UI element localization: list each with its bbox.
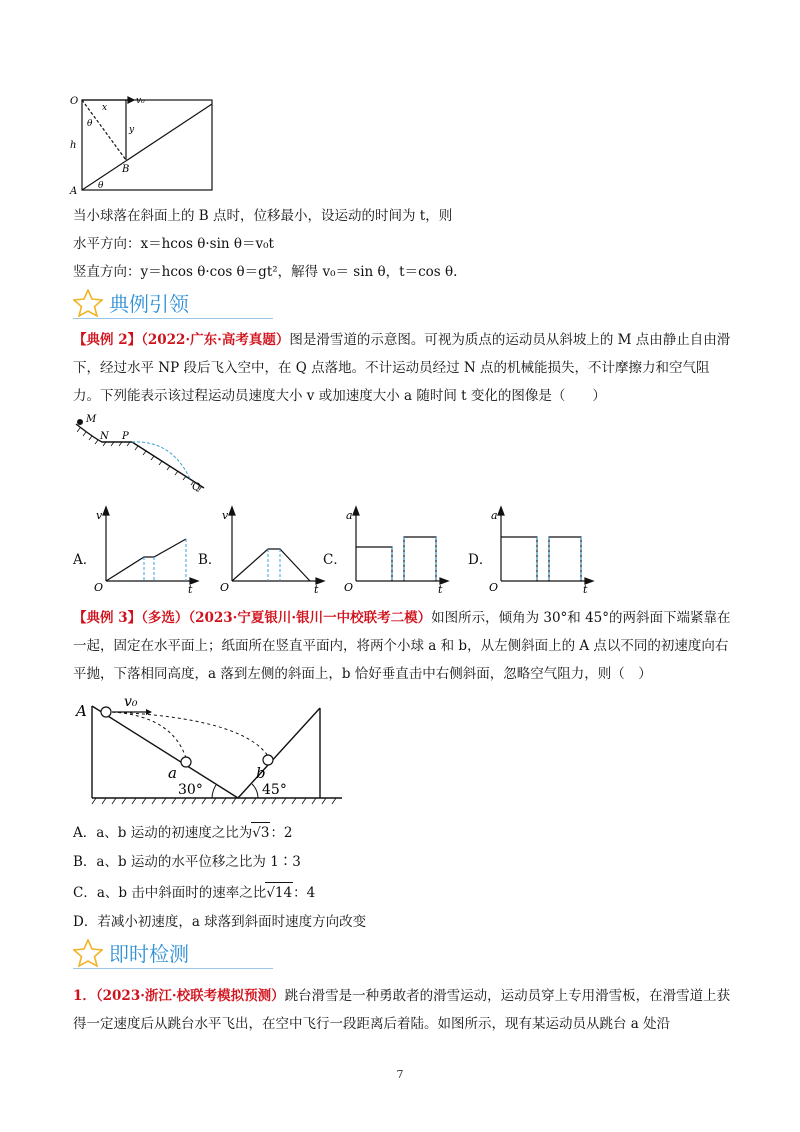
choice-c[interactable]: C．a、b 击中斜面时的速率之比√14：4	[73, 882, 315, 903]
choice-d[interactable]: D．若减小初速度，a 球落到斜面时速度方向改变	[73, 914, 367, 930]
example-body: 图是滑雪道的示意图。可视为质点的运动员从斜坡上的 M 点由静止自由滑下，经过水平 NP 段后飞入空中，在 Q 点落地。不计运动员经过 N 点的机械能损失，不计摩擦力和空气阻力。下列能表示该过程运动员速度大小 v 或加速度大小 a 随时间 t 变化的图像是（ ）	[73, 332, 731, 404]
svg-text:t: t	[314, 583, 319, 593]
problem-body: 跳台滑雪是一种勇敢者的滑雪运动，运动员穿上专用滑雪板，在滑雪道上获得一定速度后从跳台水平飞出，在空中飞行一段距离后着陆。如图所示，现有某运动员从跳台 a 处沿	[73, 988, 731, 1032]
option-b-label[interactable]: B．	[198, 552, 222, 568]
svg-text:t: t	[438, 583, 443, 593]
svg-text:A: A	[76, 702, 87, 720]
option-c-graph	[342, 505, 452, 593]
svg-text:O: O	[70, 96, 79, 107]
svg-text:t: t	[583, 583, 588, 593]
problem-1-text	[73, 982, 733, 1038]
svg-text:Q: Q	[192, 482, 201, 493]
svg-text:P: P	[122, 431, 129, 442]
svg-text:O: O	[94, 581, 104, 593]
choice-a[interactable]: A．a、b 运动的初速度之比为√3：2	[73, 822, 293, 843]
heading-divider	[73, 318, 273, 319]
example-body: 如图所示，倾角为 30°和 45°的两斜面下端紧靠在一起，固定在水平面上；纸面所在竖直平面内，将两个小球 a 和 b，从左侧斜面上的 A 点以不同的初速度向右平抛，下落相同高度，a 落到左侧的斜面上，b 恰好垂直击中右侧斜面，忽略空气阻力，则（ ）	[73, 610, 731, 682]
svg-text:O: O	[220, 581, 230, 593]
problem-tag: 1．（2023·浙江·校联考模拟预测）	[73, 988, 285, 1004]
option-b-graph	[218, 505, 328, 593]
heading-divider	[73, 968, 273, 969]
choice-b[interactable]: B．a、b 运动的水平位移之比为 1∶3	[73, 854, 301, 870]
svg-text:a: a	[346, 509, 353, 522]
example-3-text	[73, 604, 733, 688]
svg-text:y: y	[129, 125, 135, 135]
incline-geometry-figure	[60, 88, 230, 200]
svg-text:a: a	[491, 509, 498, 522]
svg-text:N: N	[100, 431, 109, 442]
derivation-line-1: 当小球落在斜面上的 B 点时，位移最小，设运动的时间为 t，则	[73, 208, 453, 224]
svg-text:x: x	[102, 103, 108, 113]
svg-text:b: b	[256, 764, 266, 782]
svg-text:v: v	[96, 509, 103, 522]
option-a-graph	[92, 505, 202, 593]
option-a-label[interactable]: A．	[73, 552, 97, 568]
svg-text:θ: θ	[87, 119, 93, 129]
svg-text:v₀: v₀	[136, 96, 145, 106]
svg-text:a: a	[168, 764, 177, 782]
sqrt-symbol: √14	[265, 882, 293, 903]
svg-text:30°: 30°	[178, 782, 203, 798]
section-heading-practice	[73, 938, 189, 967]
svg-text:45°: 45°	[262, 782, 287, 798]
option-d-label[interactable]: D．	[468, 552, 493, 568]
derivation-line-2: 水平方向：x＝hcos θ·sin θ＝v₀t	[73, 236, 274, 252]
svg-text:A: A	[70, 186, 78, 197]
star-icon	[73, 289, 103, 317]
star-icon	[73, 939, 103, 967]
option-d-graph	[487, 505, 597, 593]
svg-text:t: t	[188, 583, 193, 593]
section-title: 典例引领	[109, 292, 189, 316]
svg-text:v: v	[222, 509, 229, 522]
example-tag: 【典例 2】（2022·广东·高考真题）	[73, 332, 290, 348]
sqrt-symbol: √3	[251, 822, 270, 843]
example-2-text	[73, 326, 733, 410]
derivation-line-3: 竖直方向：y＝hcos θ·cos θ＝gt²，解得 v₀＝ sin θ，t＝cos θ.	[73, 264, 458, 280]
svg-text:M: M	[86, 414, 97, 425]
page-number: 7	[396, 1068, 404, 1081]
svg-text:v₀: v₀	[124, 694, 138, 710]
example-tag: 【典例 3】（多选）（2023·宁夏银川·银川一中校联考二模）	[73, 610, 432, 626]
svg-text:θ: θ	[98, 181, 104, 191]
section-title: 即时检测	[109, 942, 189, 966]
svg-text:h: h	[70, 140, 77, 151]
svg-text:B: B	[122, 164, 130, 175]
option-c-label[interactable]: C．	[323, 552, 347, 568]
svg-text:O: O	[489, 581, 499, 593]
section-heading-examples	[73, 288, 189, 317]
ski-slope-figure	[72, 412, 222, 500]
two-inclines-figure	[72, 692, 352, 810]
svg-text:O: O	[344, 581, 354, 593]
